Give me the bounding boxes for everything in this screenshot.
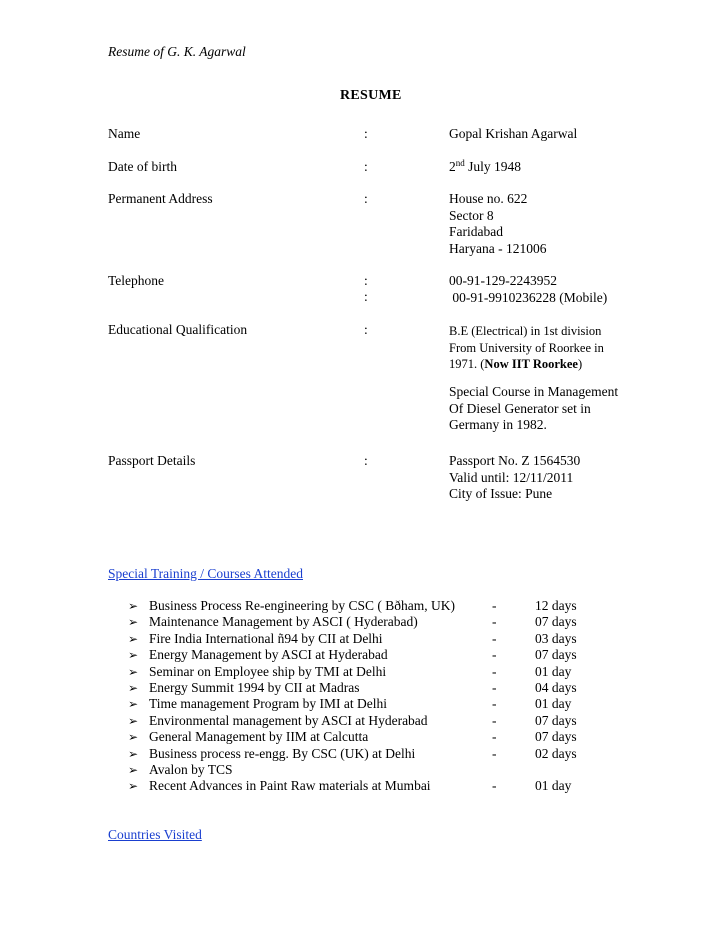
education-degree: B.E (Electrical) in 1st division [449, 324, 602, 338]
training-heading[interactable]: Special Training / Courses Attended [108, 566, 303, 581]
training-item-text: Environmental management by ASCI at Hyderabad [149, 712, 428, 728]
telephone-colon: : [364, 273, 368, 288]
training-item-dash: - [492, 712, 497, 728]
education-close: ) [577, 357, 583, 371]
training-item-dash: - [492, 696, 497, 712]
training-item-dash: - [492, 680, 497, 695]
address-line: Faridabad [449, 224, 503, 239]
training-item-text: Fire India International ñ94 by CII at Delhi [149, 630, 383, 646]
passport-colon: : [364, 453, 368, 468]
name-value: Gopal Krishan Agarwal [449, 126, 578, 141]
training-item-duration: 04 days [535, 680, 577, 695]
bullet-arrow-icon: ➢ [128, 681, 139, 695]
passport-label: Passport Details [108, 453, 196, 468]
dob-colon: : [364, 159, 368, 174]
training-item-text: General Management by IIM at Calcutta [149, 729, 369, 745]
bullet-arrow-icon: ➢ [128, 599, 139, 613]
special-course-line: Special Course in Management [449, 384, 619, 399]
dob-rest: July 1948 [464, 159, 522, 174]
special-course-line: Germany in 1982. [449, 417, 547, 432]
training-item-duration: 02 days [535, 745, 577, 761]
bullet-arrow-icon: ➢ [128, 648, 139, 663]
education-now-iit: Now IIT Roorkee [484, 357, 578, 371]
telephone-mobile: 00-91-9910236228 (Mobile) [449, 289, 608, 305]
special-course [449, 384, 618, 434]
training-item-text: Energy Summit 1994 by CII at Madras [149, 680, 360, 695]
training-item-dash: - [492, 647, 497, 663]
passport-number: Passport No. Z 1564530 [449, 453, 581, 468]
telephone-value [449, 273, 607, 306]
training-item-text: Seminar on Employee ship by TMI at Delhi [149, 663, 387, 679]
dob-value [449, 159, 521, 176]
bullet-arrow-icon: ➢ [128, 631, 139, 646]
training-item-dash: - [492, 745, 497, 761]
bullet-arrow-icon: ➢ [128, 713, 139, 728]
training-item-text: Business process re-engg. By CSC (UK) at Delhi [149, 745, 416, 761]
passport-validity: Valid until: 12/11/2011 [449, 469, 574, 485]
training-item-text: Recent Advances in Paint Raw materials at Mumbai [149, 778, 431, 794]
education-university: From University of Roorkee in [449, 340, 604, 355]
training-item-duration: 07 days [535, 729, 577, 745]
training-item-text: Time management Program by IMI at Delhi [149, 696, 387, 712]
bullet-arrow-icon: ➢ [128, 779, 139, 794]
telephone-label: Telephone [108, 273, 165, 288]
training-item-dash: - [492, 778, 497, 794]
address-line: Haryana - 121006 [449, 240, 547, 256]
training-item-duration: 12 days [535, 598, 577, 613]
training-item-duration: 01 day [535, 663, 572, 679]
countries-heading[interactable]: Countries Visited [108, 827, 202, 842]
education-colon: : [364, 322, 368, 337]
bullet-arrow-icon: ➢ [128, 697, 139, 712]
training-item-dash: - [492, 598, 497, 613]
address-value [449, 191, 546, 257]
telephone-colon-2: : [364, 289, 368, 304]
bullet-arrow-icon: ➢ [128, 730, 139, 745]
address-label: Permanent Address [108, 191, 213, 206]
bullet-arrow-icon: ➢ [128, 664, 139, 679]
address-colon: : [364, 191, 368, 206]
dob-suffix: nd [455, 158, 465, 168]
training-item-dash: - [492, 663, 497, 679]
education-label: Educational Qualification [108, 322, 248, 337]
training-item-duration: 07 days [535, 614, 577, 630]
training-item-duration: 01 day [535, 778, 572, 794]
education-year [449, 356, 604, 373]
training-item-text: Maintenance Management by ASCI ( Hyderabad) [149, 614, 418, 630]
bullet-arrow-icon: ➢ [128, 763, 139, 777]
training-item-dash: - [492, 630, 497, 646]
training-item-dash: - [492, 729, 497, 745]
dob-label: Date of birth [108, 159, 177, 174]
name-colon: : [364, 126, 368, 141]
address-line: Sector 8 [449, 207, 494, 223]
training-item-text: Business Process Re-engineering by CSC ( Bðham, UK) [149, 598, 455, 613]
passport-city: City of Issue: Pune [449, 486, 553, 501]
page-header: Resume of G. K. Agarwal [108, 44, 246, 59]
training-item-dash: - [492, 614, 497, 630]
training-item-text: Energy Management by ASCI at Hyderabad [149, 647, 388, 663]
education-year-text: 1971. ( [449, 357, 485, 371]
page-title: RESUME [340, 88, 402, 103]
training-item-duration: 03 days [535, 630, 577, 646]
training-item-duration: 01 day [535, 696, 572, 712]
training-item-duration: 07 days [535, 647, 577, 663]
training-item-text: Avalon by TCS [149, 762, 233, 777]
address-line: House no. 622 [449, 191, 528, 206]
telephone-landline: 00-91-129-2243952 [449, 273, 557, 288]
training-item-duration: 07 days [535, 712, 577, 728]
dob-day: 2 [449, 159, 456, 174]
bullet-arrow-icon: ➢ [128, 746, 139, 761]
passport-value [449, 453, 580, 503]
name-label: Name [108, 126, 141, 141]
special-course-line: Of Diesel Generator set in [449, 400, 591, 416]
education-value [449, 323, 604, 373]
bullet-arrow-icon: ➢ [128, 615, 139, 630]
